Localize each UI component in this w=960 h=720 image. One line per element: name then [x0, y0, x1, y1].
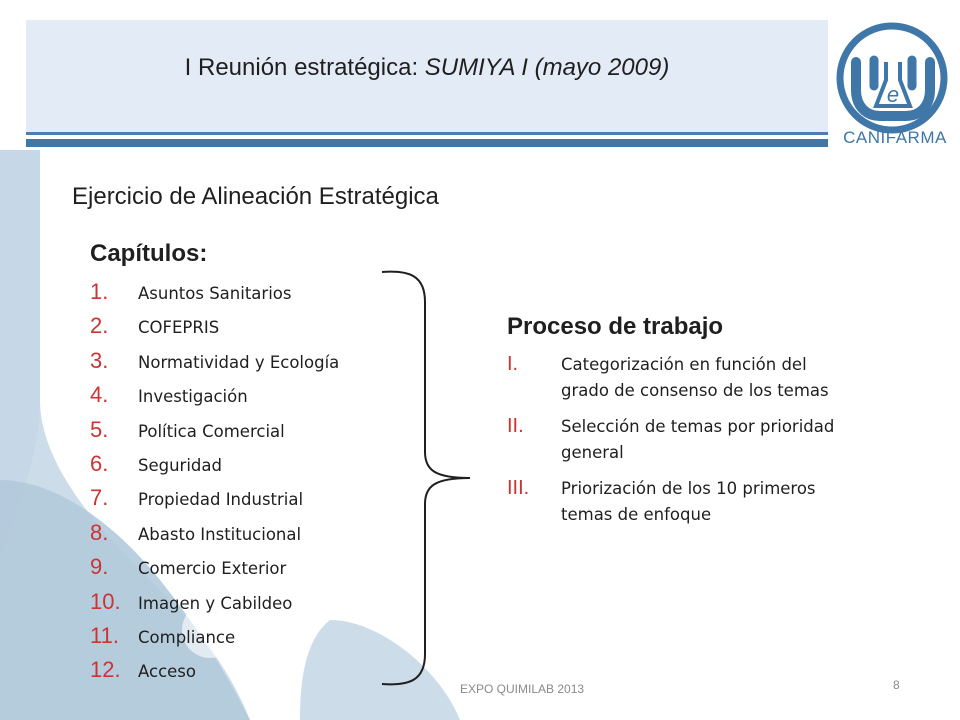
footer-text: EXPO QUIMILAB 2013	[460, 682, 585, 696]
capitulo-item	[90, 279, 339, 313]
capitulo-item-number: 8.	[90, 519, 109, 545]
capitulo-item-number: 10.	[90, 588, 121, 614]
capitulo-item-number: 2.	[90, 313, 109, 339]
capitulo-item-label: Política Comercial	[138, 421, 285, 441]
capitulo-item-label: Imagen y Cabildeo	[138, 593, 293, 613]
slide-title-italic: SUMIYA I (mayo 2009)	[424, 54, 670, 81]
capitulo-item-label: Comercio Exterior	[138, 559, 287, 579]
page-number: 8	[893, 678, 900, 692]
capitulo-item-label: Abasto Institucional	[138, 524, 302, 544]
proceso-item	[507, 352, 857, 404]
capitulo-item-number: 1.	[90, 279, 109, 304]
proceso-item-label: Selección de temas por prioridad general	[561, 417, 835, 462]
slide-title-prefix: I Reunión estratégica:	[184, 54, 425, 81]
capitulo-item	[90, 520, 339, 554]
proceso-item-label: Priorización de los 10 primeros temas de enfoque	[561, 479, 816, 524]
slide-title	[26, 54, 828, 82]
svg-text:e: e	[886, 82, 900, 107]
capitulos-heading: Capítulos:	[90, 240, 208, 267]
capitulo-item	[90, 382, 339, 416]
capitulo-item	[90, 451, 339, 485]
capitulo-item-label: Compliance	[138, 627, 236, 647]
capitulo-item-number: 6.	[90, 450, 109, 476]
capitulo-item-label: Seguridad	[138, 455, 222, 475]
header-divider-bottom	[26, 139, 828, 147]
proceso-list	[507, 352, 857, 538]
proceso-item-number: II.	[507, 415, 524, 437]
proceso-item-number: I.	[507, 353, 519, 375]
proceso-item	[507, 476, 857, 528]
capitulo-item-number: 5.	[90, 416, 109, 442]
capitulo-item-label: Propiedad Industrial	[138, 490, 304, 510]
capitulo-item	[90, 485, 339, 519]
section-subtitle: Ejercicio de Alineación Estratégica	[72, 183, 439, 210]
capitulos-list	[90, 279, 339, 692]
capitulo-item-number: 4.	[90, 382, 109, 408]
header-divider	[26, 132, 828, 135]
capitulo-item	[90, 417, 339, 451]
capitulo-item-number: 11.	[90, 622, 119, 648]
capitulo-item-number: 12.	[90, 657, 121, 683]
capitulo-item-label: Acceso	[138, 662, 196, 682]
capitulo-item-label: Asuntos Sanitarios	[138, 284, 292, 303]
capitulo-item-label: COFEPRIS	[138, 318, 220, 338]
proceso-item-number: III.	[507, 477, 530, 499]
proceso-item	[507, 414, 857, 466]
proceso-heading: Proceso de trabajo	[507, 313, 724, 340]
capitulo-item-number: 7.	[90, 485, 109, 511]
capitulo-item	[90, 623, 339, 657]
logo-text: CANIFARMA	[843, 128, 947, 147]
proceso-item-label: Categorización en función del grado de consenso de los temas	[561, 355, 829, 400]
curly-brace-icon	[380, 262, 480, 694]
capitulo-item	[90, 657, 339, 691]
capitulo-item-number: 9.	[90, 554, 109, 580]
capitulo-item	[90, 554, 339, 588]
capitulo-item	[90, 313, 339, 347]
capitulo-item-number: 3.	[90, 347, 109, 373]
capitulo-item	[90, 348, 339, 382]
capitulo-item-label: Investigación	[138, 387, 248, 407]
capitulo-item-label: Normatividad y Ecología	[138, 352, 340, 372]
capitulo-item	[90, 589, 339, 623]
